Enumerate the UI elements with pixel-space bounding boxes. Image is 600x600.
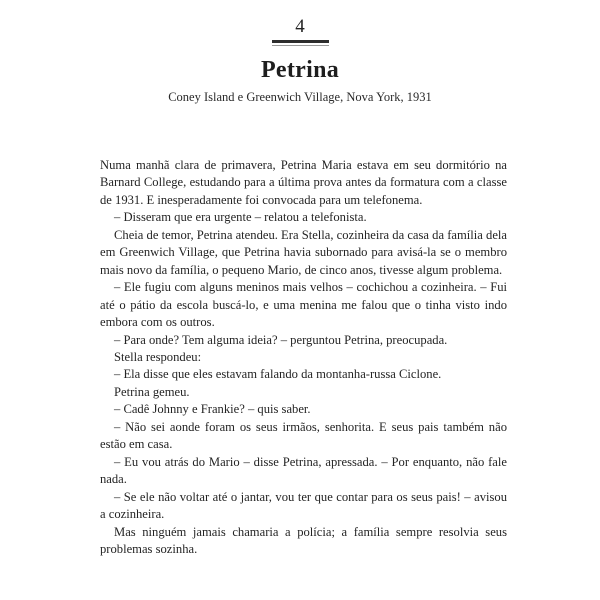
paragraph: – Não sei aonde foram os seus irmãos, senhorita. E seus pais também não estão em casa. (100, 419, 507, 452)
paragraph: – Ela disse que eles estavam falando da montanha-russa Ciclone. (114, 367, 442, 382)
paragraph: – Se ele não voltar até o jantar, vou ter que contar para os seus pais! – avisou a cozinheira. (100, 489, 507, 522)
chapter-number: 4 (295, 16, 305, 37)
paragraph: Cheia de temor, Petrina atendeu. Era Stella, cozinheira da casa da família dela em Greenwich Village, que Petrina havia subornado para avisá-la se o membro mais novo da família, o pequeno Mario, de cinco anos, tivesse algum problema. (100, 227, 507, 277)
chapter-title: Petrina (260, 57, 340, 83)
paragraph: Numa manhã clara de primavera, Petrina Maria estava em seu dormitório na Barnard College, estudando para a última prova antes da formatura com a classe de 1931. E inesperadamente foi convocada para um telefonema. (100, 158, 507, 207)
paragraph: Mas ninguém jamais chamaria a polícia; a família sempre resolvia seus problemas sozinha. (100, 524, 507, 556)
paragraph: – Eu vou atrás do Mario – disse Petrina, apressada. – Por enquanto, não fale nada. (100, 454, 507, 487)
paragraph: Stella respondeu: (114, 349, 202, 364)
paragraph: – Cadê Johnny e Frankie? – quis saber. (114, 402, 311, 417)
chapter-subtitle: Coney Island e Greenwich Village, Nova York, 1931 (168, 90, 432, 104)
chapter-header (0, 16, 600, 105)
body-text (100, 157, 507, 558)
paragraph: – Ele fugiu com alguns meninos mais velhos – cochichou a cozinheira. – Fui até o pátio da escola buscá-lo, e uma menina me falou que o tinha visto indo embora com os outros. (100, 280, 507, 330)
chapter-divider-rule (272, 40, 329, 46)
paragraph: – Disseram que era urgente – relatou a telefonista. (114, 210, 367, 225)
paragraph: – Para onde? Tem alguma ideia? – perguntou Petrina, preocupada. (114, 332, 448, 347)
paragraph: Petrina gemeu. (114, 384, 190, 399)
